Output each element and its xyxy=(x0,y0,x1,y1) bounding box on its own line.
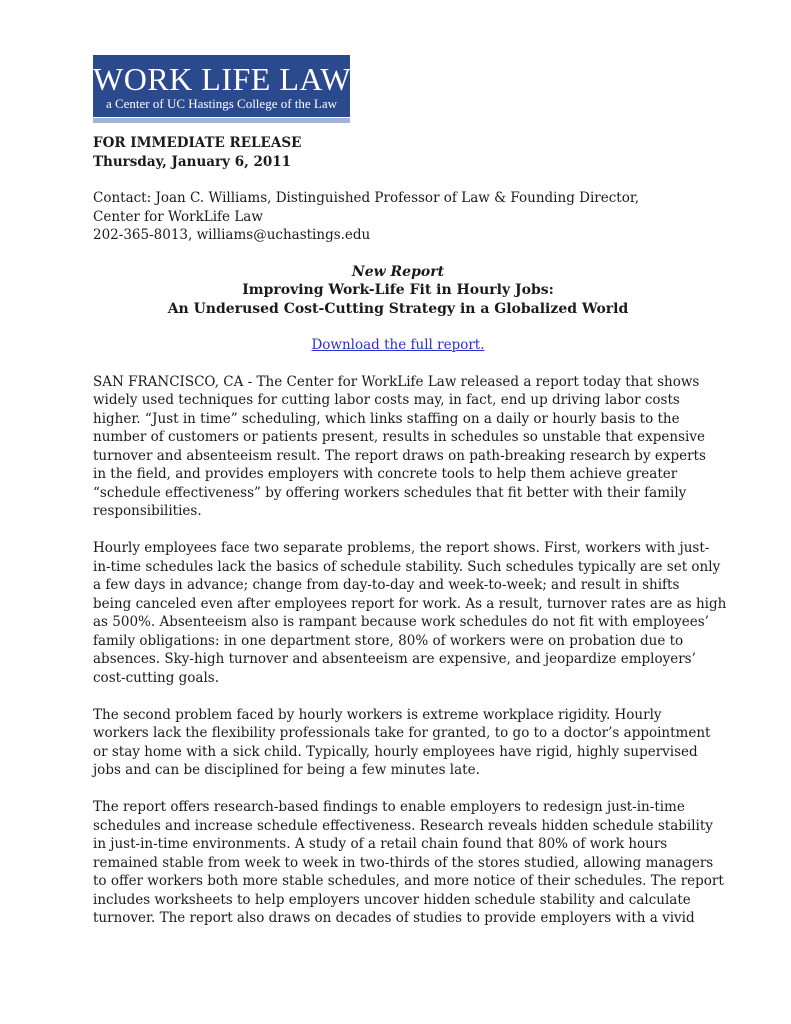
logo-subtitle: a Center of UC Hastings College of the Law xyxy=(105,96,338,111)
text-line: Hourly employees face two separate problems, the report shows. First, workers with just- xyxy=(93,540,710,556)
text-line: as 500%. Absenteeism also is rampant because work schedules do not fit with employees’ xyxy=(93,614,709,630)
report-kicker: New Report xyxy=(351,263,445,280)
paragraph-problems xyxy=(93,539,727,687)
text-line: SAN FRANCISCO, CA - The Center for WorkLife Law released a report today that shows xyxy=(93,373,700,390)
release-date: Thursday, January 6, 2011 xyxy=(93,153,292,170)
text-line: includes worksheets to help employers uncover hidden schedule stability and calculate xyxy=(93,891,691,908)
text-line: in just-in-time environments. A study of a retail chain found that 80% of work hours xyxy=(93,836,668,852)
paragraph-rigidity xyxy=(93,706,711,780)
document-body xyxy=(93,134,727,946)
release-label: FOR IMMEDIATE RELEASE xyxy=(93,135,302,151)
text-line: schedules and increase schedule effectiveness. Research reveals hidden schedule stability xyxy=(93,817,713,834)
report-title-line2: An Underused Cost-Cutting Strategy in a Globalized World xyxy=(167,300,629,317)
text-line: The second problem faced by hourly workers is extreme workplace rigidity. Hourly xyxy=(93,706,662,723)
text-line: being canceled even after employees report for work. As a result, turnover rates are as high xyxy=(93,595,727,612)
report-title-block xyxy=(93,263,703,319)
text-line: widely used techniques for cutting labor costs may, in fact, end up driving labor costs xyxy=(93,392,680,408)
logo-title: WORK LIFE LAW xyxy=(93,61,352,97)
text-line: higher. “Just in time” scheduling, which links staffing on a daily or hourly basis to the xyxy=(93,410,680,427)
text-line: turnover. The report also draws on decades of studies to provide employers with a vivid xyxy=(93,910,695,926)
text-line: a few days in advance; change from day-to-day and week-to-week; and result in shifts xyxy=(93,577,680,593)
contact-phone-email: 202-365-8013, williams@uchastings.edu xyxy=(93,227,371,243)
text-line: in the field, and provides employers with concrete tools to help them achieve greater xyxy=(93,466,678,482)
text-line: workers lack the flexibility professionals take for granted, to go to a doctor’s appointment xyxy=(93,725,711,741)
paragraph-intro xyxy=(93,373,706,521)
text-line: jobs and can be disciplined for being a few minutes late. xyxy=(93,762,480,778)
report-title-line1: Improving Work-Life Fit in Hourly Jobs: xyxy=(242,282,554,298)
text-line: responsibilities. xyxy=(93,503,202,519)
text-line: cost-cutting goals. xyxy=(93,669,220,686)
text-line: or stay home with a sick child. Typically, hourly employees have rigid, highly supervised xyxy=(93,743,698,760)
paragraph-findings xyxy=(93,798,724,928)
contact-line: Contact: Joan C. Williams, Distinguished Professor of Law & Founding Director, xyxy=(93,190,640,206)
logo-underline xyxy=(93,118,350,123)
text-line: “schedule effectiveness” by offering workers schedules that fit better with their family xyxy=(93,484,687,501)
worklife-law-logo xyxy=(93,55,350,117)
text-line: The report offers research-based findings to enable employers to redesign just-in-time xyxy=(93,799,685,815)
text-line: absences. Sky-high turnover and absenteeism are expensive, and jeopardize employers’ xyxy=(93,651,696,667)
text-line: remained stable from week to week in two-thirds of the stores studied, allowing managers xyxy=(93,854,714,871)
contact-org: Center for WorkLife Law xyxy=(93,208,263,225)
text-line: to offer workers both more stable schedules, and more notice of their schedules. The report xyxy=(93,873,724,889)
text-line: family obligations: in one department store, 80% of workers were on probation due to xyxy=(93,632,684,649)
text-line: turnover and absenteeism result. The report draws on path-breaking research by experts xyxy=(93,447,706,464)
download-report-link[interactable]: Download the full report. xyxy=(311,337,485,353)
text-line: in-time schedules lack the basics of schedule stability. Such schedules typically are set only xyxy=(93,558,721,575)
text-line: number of customers or patients present, results in schedules so unstable that expensive xyxy=(93,429,705,445)
